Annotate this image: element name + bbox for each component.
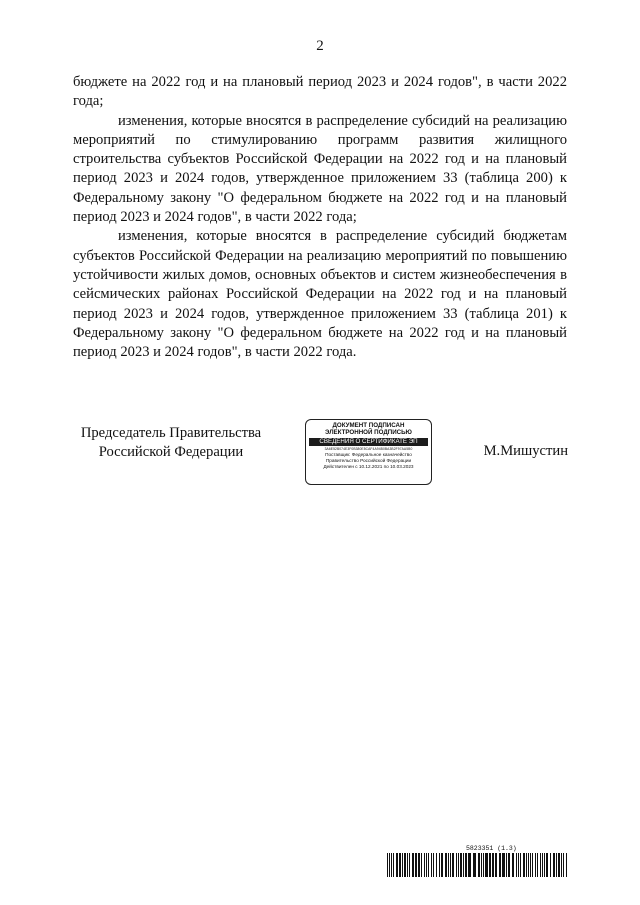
stamp-certificate-bar: СВЕДЕНИЯ О СЕРТИФИКАТЕ ЭП: [309, 438, 428, 446]
stamp-issuer-line2: Правительство Российской Федерации: [325, 458, 412, 464]
signatory-title-line1: Председатель Правительства: [80, 425, 262, 441]
signatory-title: [68, 424, 274, 462]
barcode: [387, 853, 567, 877]
paragraph-table-200: изменения, которые вносятся в распределение субсидий на реализацию мероприятий по стимулированию программ развития жилищного строительства субъектов Российской Федерации на 2022 год и на плановый период 2023 и 2024 годов, утвержденное приложением 33 (таблица 200) к Федеральному закону "О федеральном бюджете на 2022 год и на плановый период 2023 и 2024 годов", в части 2022 года;: [73, 112, 567, 226]
stamp-title: [306, 422, 431, 437]
document-code: 5823351 (1.3): [466, 845, 517, 852]
stamp-title-line2: ЭЛЕКТРОННОЙ ПОДПИСЬЮ: [325, 429, 412, 437]
stamp-serial: 3A6E52B074E3F0B380E5CAF4A94B0BA3B2F97AA5B0: [324, 446, 413, 451]
signatory-title-line2: Российской Федерации: [98, 444, 244, 460]
stamp-issuer-line1: Поставщик: Федеральное казначейство: [325, 451, 412, 457]
page-number: 2: [316, 38, 324, 54]
stamp-validity: Действителен с 10.12.2021 по 10.03.2023: [323, 464, 414, 470]
document-body: [73, 73, 567, 362]
paragraph-table-201: изменения, которые вносятся в распределение субсидий бюджетам субъектов Российской Федерации на реализацию мероприятий по повышению устойчивости жилых домов, основных объектов и систем жизнеобеспечения в сейсмических районах Российской Федерации на 2022 год и на плановый период 2023 и 2024 годов, утвержденное приложением 33 (таблица 201) к Федеральному закону "О федеральном бюджете на 2022 год и на плановый период 2023 и 2024 годов", в части 2022 года.: [73, 228, 567, 361]
electronic-signature-stamp: [305, 419, 432, 485]
signatory-name: М.Мишустин: [483, 443, 568, 459]
paragraph-continuation: бюджете на 2022 год и на плановый период 2023 и 2024 годов", в части 2022 года;: [73, 74, 567, 110]
stamp-title-line1: ДОКУМЕНТ ПОДПИСАН: [332, 422, 405, 429]
